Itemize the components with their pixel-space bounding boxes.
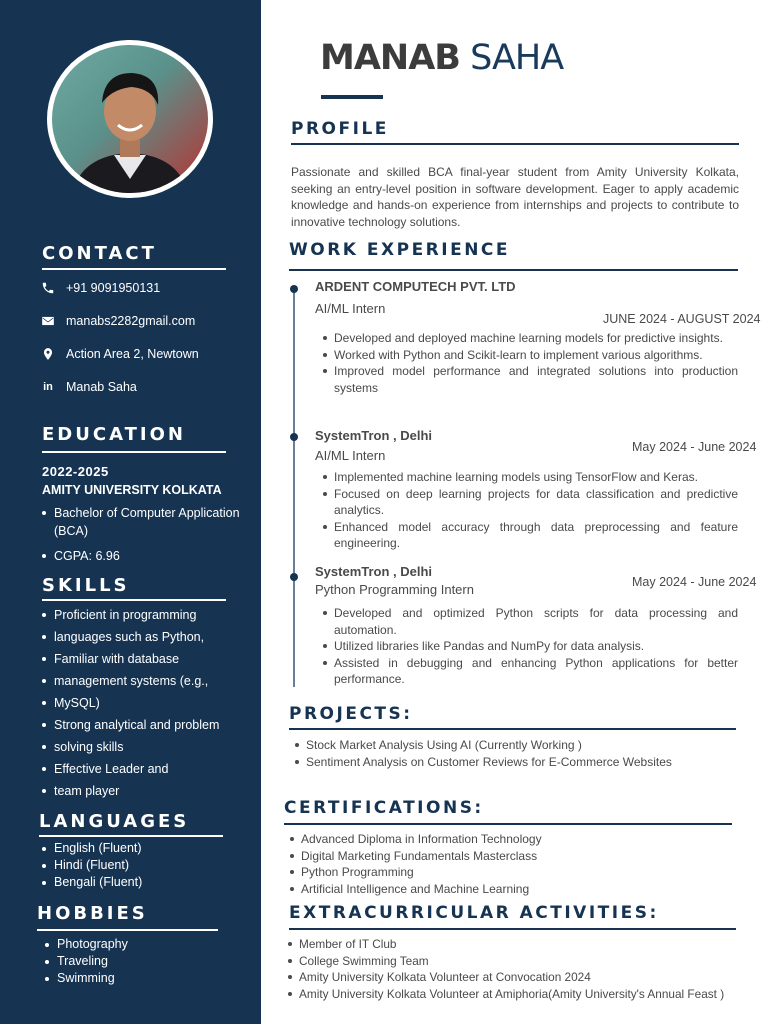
job-role: AI/ML Intern [315, 448, 386, 463]
projects-divider [289, 728, 736, 730]
list-item: Traveling [45, 953, 128, 970]
location-pin-icon [40, 346, 56, 362]
list-item: Amity University Kolkata Volunteer at Amiphoria(Amity University's Annual Feast ) [299, 986, 725, 1001]
list-item: CGPA: 6.96 [42, 547, 242, 565]
job-date: JUNE 2024 - AUGUST 2024 [603, 312, 761, 326]
job-company: SystemTron , Delhi [315, 428, 433, 443]
contact-phone[interactable] [40, 278, 160, 298]
experience-heading: WORK EXPERIENCE [289, 240, 511, 260]
skills-list [42, 604, 247, 802]
contact-email[interactable] [40, 311, 195, 331]
list-item: MySQL) [42, 692, 247, 714]
skills-divider [42, 599, 226, 601]
certifications-divider [284, 823, 732, 825]
education-years: 2022-2025 [42, 464, 109, 479]
hobbies-list [45, 936, 128, 987]
name-underline [321, 95, 383, 99]
list-item: Hindi (Fluent) [42, 857, 142, 874]
first-name: MANAB [320, 38, 460, 78]
profile-text: Passionate and skilled BCA final-year student from Amity University Kolkata, seeking an entry-level position in software development. Eager to apply academic knowledge and hands-on experience from internships and projects to contribute to innovative technology solutions. [291, 165, 739, 229]
job-role: Python Programming Intern [315, 582, 474, 597]
page-title [320, 38, 563, 78]
list-item: Developed and deployed machine learning models for predictive insights. [334, 330, 738, 347]
list-item: Worked with Python and Scikit-learn to implement various algorithms. [334, 347, 738, 364]
job-date: May 2024 - June 2024 [632, 575, 757, 589]
list-item: Improved model performance and integrated solutions into production systems [334, 364, 738, 395]
mail-icon [40, 313, 56, 329]
linkedin-icon: in [43, 381, 53, 393]
extracurricular-list [299, 936, 724, 1002]
projects-heading: PROJECTS: [289, 704, 413, 724]
timeline-dot [290, 433, 298, 441]
languages-heading: LANGUAGES [39, 811, 190, 832]
sidebar [0, 0, 261, 1024]
list-item: Utilized libraries like Pandas and NumPy for data analysis. [334, 638, 738, 655]
job-company: ARDENT COMPUTECH PVT. LTD [315, 279, 516, 294]
list-item: solving skills [42, 736, 247, 758]
list-item: Bachelor of Computer Application (BCA) [42, 504, 242, 540]
phone-text: +91 9091950131 [66, 281, 161, 295]
contact-address [40, 344, 199, 364]
list-item: Member of IT Club [299, 936, 724, 953]
list-item: team player [42, 780, 247, 802]
languages-divider [39, 835, 223, 837]
list-item: Advanced Diploma in Information Technology [301, 832, 542, 846]
timeline-dot [290, 285, 298, 293]
avatar [52, 45, 208, 193]
last-name: SAHA [470, 38, 564, 78]
list-item: Bengali (Fluent) [42, 874, 142, 891]
education-list [42, 504, 242, 572]
skills-heading: SKILLS [42, 575, 130, 596]
list-item: Familiar with database [42, 648, 247, 670]
profile-divider [291, 143, 739, 145]
timeline-line [293, 287, 295, 687]
list-item: Enhanced model accuracy through data preprocessing and feature engineering. [334, 519, 738, 550]
list-item: Digital Marketing Fundamentals Masterclass [301, 848, 542, 865]
list-item: College Swimming Team [299, 953, 724, 970]
list-item: Developed and optimized Python scripts for data processing and automation. [334, 606, 738, 637]
job-bullets [334, 605, 738, 688]
list-item: Assisted in debugging and enhancing Python applications for better performance. [334, 655, 738, 686]
job-company: SystemTron , Delhi [315, 564, 433, 579]
list-item: languages such as Python, [42, 626, 247, 648]
contact-heading: CONTACT [42, 243, 157, 264]
job-bullets [334, 469, 738, 552]
contact-linkedin[interactable] [40, 377, 137, 397]
projects-list [306, 737, 672, 770]
certifications-heading: CERTIFICATIONS: [284, 798, 484, 818]
list-item: Focused on deep learning projects for data classification and predictive analytics. [334, 486, 738, 517]
list-item: English (Fluent) [42, 840, 142, 857]
job-date: May 2024 - June 2024 [632, 440, 757, 454]
languages-list [42, 840, 142, 891]
list-item: Stock Market Analysis Using AI (Currently Working ) [306, 737, 672, 754]
list-item: Strong analytical and problem [42, 714, 247, 736]
education-school: AMITY UNIVERSITY KOLKATA [42, 483, 222, 497]
list-item: Implemented machine learning models using TensorFlow and Keras. [334, 469, 738, 486]
extracurricular-divider [289, 928, 736, 930]
certifications-list [301, 831, 542, 897]
list-item: Amity University Kolkata Volunteer at Convocation 2024 [299, 969, 724, 986]
list-item: Swimming [45, 970, 128, 987]
list-item: Artificial Intelligence and Machine Learning [301, 881, 542, 898]
experience-divider [289, 269, 738, 271]
job-role: AI/ML Intern [315, 301, 386, 316]
extracurricular-heading: EXTRACURRICULAR ACTIVITIES: [289, 903, 659, 923]
linkedin-text: Manab Saha [66, 380, 137, 394]
list-item: Sentiment Analysis on Customer Reviews for E-Commerce Websites [306, 754, 672, 769]
hobbies-divider [37, 929, 218, 931]
list-item: Photography [45, 936, 128, 953]
profile-heading: PROFILE [291, 119, 389, 139]
job-bullets [334, 330, 738, 396]
email-text: manabs2282gmail.com [66, 314, 196, 328]
education-heading: EDUCATION [42, 424, 186, 445]
list-item: Proficient in programming [42, 604, 247, 626]
contact-divider [42, 268, 226, 270]
phone-icon [40, 280, 56, 296]
address-text: Action Area 2, Newtown [66, 347, 199, 361]
profile-photo [47, 40, 213, 198]
list-item: Effective Leader and [42, 758, 247, 780]
list-item: management systems (e.g., [42, 670, 247, 692]
list-item: Python Programming [301, 864, 542, 881]
education-divider [42, 451, 226, 453]
hobbies-heading: HOBBIES [37, 903, 148, 924]
timeline-dot [290, 573, 298, 581]
person-photo-icon [52, 45, 208, 193]
